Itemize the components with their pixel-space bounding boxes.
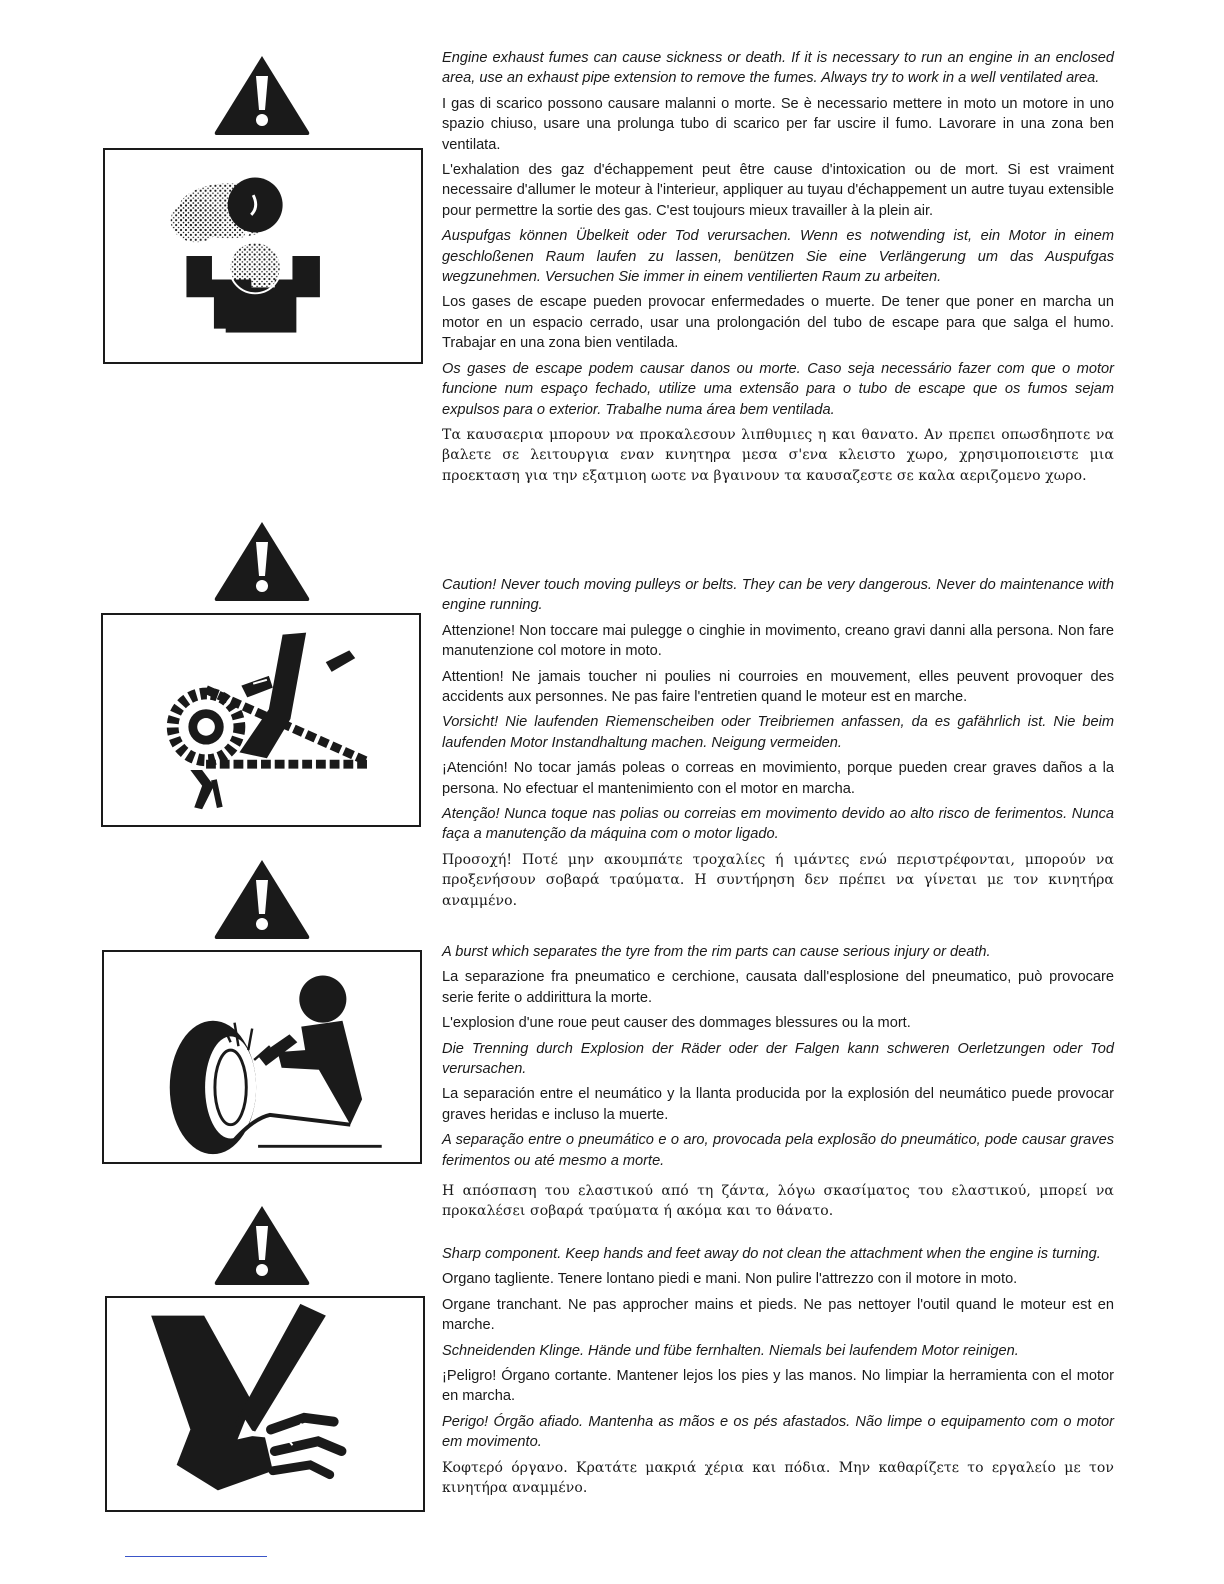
- warning-paragraph-pt: Perigo! Órgão afiado. Mantenha as mãos e os pés afastados. Não limpe o equipamento com o motor em movimento.: [442, 1413, 1114, 1451]
- warning-paragraph-el: Κοφτερό όργανο. Κρατάτε μακριά χέρια και πόδια. Μην καθαρίζετε το εργαλείο με τον κινητήρα αναμμένο.: [442, 1459, 1114, 1497]
- warning-paragraph-en: Sharp component. Keep hands and feet away do not clean the attachment when the engine is turning.: [442, 1246, 1101, 1262]
- warning-paragraph-pt: A separação entre o pneumático e o aro, provocada pela explosão do pneumático, pode causar graves ferimentos ou até mesmo a morte.: [442, 1132, 1114, 1169]
- warning-paragraph-it: La separazione fra pneumatico e cerchione, causata dall'esplosione del pneumatico, può provocare serie ferite o addirittura la morte.: [442, 969, 1114, 1006]
- warning-paragraph-el: Προσοχή! Ποτέ μην ακουμπάτε τροχαλίες ή ιμάντες ενώ περιστρέφονται, μπορούν να προξενήσουν σοβαρά τραύματα. Η συντήρηση δεν πρέπει να γίνεται με τον κινητήρα αναμμένο.: [442, 851, 1114, 909]
- warning-paragraph-fr: L'exhalation des gaz d'échappement peut être cause d'intoxication ou de mort. Si est vraiment necessaire d'allumer le moteur à l'interieur, appliquer au tuyau d'échappement un autre tuyau extensible pour permettre la sortie des gas. C'est toujours mieux travailler à la plein air.: [442, 162, 1114, 219]
- warning-paragraph-it: I gas di scarico possono causare malanni o morte. Se è necessario mettere in moto un motore in uno spazio chiuso, usare una prolunga tubo di scarico per far uscire il fumo. Lavorare in una zona ben ventilata.: [442, 95, 1114, 153]
- warning-paragraph-es: La separación entre el neumático y la llanta producida por la explosión del neumático puede provocar graves heridas e incluso la muerte.: [442, 1086, 1114, 1123]
- hand-cut-blade-icon: [107, 1298, 423, 1510]
- warning-triangle-icon: [212, 518, 312, 602]
- warning-paragraph-en: Caution! Never touch moving pulleys or belts. They can be very dangerous. Never do maintenance with engine running.: [442, 577, 1114, 614]
- warning-paragraph-es: Los gases de escape pueden provocar enfermedades o muerte. De tener que poner en marcha un motor en un espacio cerrado, usar una prolongación del tubo de escape para que salga el humo. Trabajar en una zona bien ventilada.: [442, 294, 1114, 352]
- warning-paragraph-fr: L'explosion d'une roue peut causer des dommages blessures ou la mort.: [442, 1015, 911, 1032]
- warning-paragraph-de: Die Trenning durch Explosion der Räder oder der Falgen kann schweren Oerletzungen oder Tod verursachen.: [442, 1040, 1114, 1078]
- tyre-burst-icon: [104, 952, 420, 1162]
- warning-paragraph-it: Attenzione! Non toccare mai pulegge o cinghie in movimento, creano gravi danni alla persona. Non fare manutenzione col motore in moto.: [442, 622, 1114, 660]
- warning-text-tyre: [442, 942, 1114, 1227]
- warning-paragraph-pt: Atenção! Nunca toque nas polias ou correias em movimento devido ao alto risco de ferimentos. Nunca faça a manutenção da máquina com o motor ligado.: [442, 806, 1114, 843]
- warning-paragraph-fr: Organe tranchant. Ne pas approcher mains et pieds. Ne pas nettoyer l'outil quand le moteur est en marche.: [442, 1296, 1114, 1334]
- warning-paragraph-en: A burst which separates the tyre from the rim parts can cause serious injury or death.: [442, 944, 991, 960]
- footer-rule: [125, 1556, 267, 1557]
- warning-triangle-icon: [212, 52, 312, 136]
- belt-pulley-entanglement-icon: [103, 615, 419, 825]
- warning-paragraph-el: Η απόσπαση του ελαστικού από τη ζάντα, λόγω σκασίματος του ελαστικού, μπορεί να προκαλέσει σοβαρά τραύματα ή ακόμα και το θάνατο.: [442, 1183, 1114, 1220]
- warning-paragraph-de: Auspufgas können Übelkeit oder Tod verursachen. Wenn es notwending ist, ein Motor in einem geschloßenen Raum laufen zu lassen, benützen Sie eine Verlängerung um das Auspufgas wegzunehmen. Versuchen Sie immer in einem ventilierten Raum zu arbeiten.: [442, 228, 1114, 286]
- warning-text-pulleys: [442, 575, 1114, 916]
- warning-triangle-icon: [212, 1202, 312, 1286]
- warning-triangle-icon: [212, 856, 312, 940]
- warning-paragraph-it: Organo tagliente. Tenere lontano piedi e mani. Non pulire l'attrezzo con il motore in moto.: [442, 1271, 1018, 1288]
- warning-paragraph-el: Τα καυσαερια μπορουν να προκαλεσουν λιπθυμιες η και θανατο. Αν πρεπει οπωσδηποτε να βαλετε σε λειτουργια εναν κινητηρα μεσα σ'ενα κλειστο χωρο, χρησιμοποιειστε μια προεκταση για την εξατμιοη ωοτε να βγαινουν τα καυσαζεστε σε καλα αεριζομενο χωρο.: [442, 426, 1114, 484]
- warning-text-sharp: [442, 1244, 1114, 1503]
- warning-paragraph-pt: Os gases de escape podem causar danos ou morte. Caso seja necessário fazer com que o motor funcione num espaço fechado, utilize uma extensão para o tubo de escape que os fumos sejam expulsos para o exterior. Trabalhe numa área bem ventilada.: [442, 360, 1114, 418]
- warning-paragraph-es: ¡Peligro! Órgano cortante. Mantener lejos los pies y las manos. No limpiar la herramienta con el motor en marcha.: [442, 1368, 1114, 1405]
- warning-paragraph-de: Vorsicht! Nie laufenden Riemenscheiben oder Treibriemen anfassen, da es gafährlich ist. Nie beim laufenden Motor Instandhaltung machen. Neigung vermeiden.: [442, 714, 1114, 751]
- warning-text-exhaust: [442, 48, 1114, 491]
- pulley-pictogram: [101, 613, 421, 827]
- warning-paragraph-fr: Attention! Ne jamais toucher ni poulies ni courroies en mouvement, elles peuvent provoquer des accidents aux personnes. Ne pas faire l'entretien quand le moteur est en marche.: [442, 668, 1114, 706]
- exhaust-fumes-pictogram: [103, 148, 423, 364]
- sharp-blade-pictogram: [105, 1296, 425, 1512]
- warning-paragraph-es: ¡Atención! No tocar jamás poleas o correas en movimiento, porque pueden crear graves daños a la persona. No efectuar el mantenimiento con el motor en marcha.: [442, 760, 1114, 797]
- tyre-burst-pictogram: [102, 950, 422, 1164]
- warning-paragraph-de: Schneidenden Klinge. Hände und fübe fernhalten. Niemals bei laufendem Motor reinigen.: [442, 1342, 1019, 1359]
- warning-paragraph-en: Engine exhaust fumes can cause sickness or death. If it is necessary to run an engine in an enclosed area, use an exhaust pipe extension to remove the fumes. Always try to work in a well ventilated area.: [442, 50, 1114, 87]
- exhaust-fumes-icon: [105, 150, 421, 362]
